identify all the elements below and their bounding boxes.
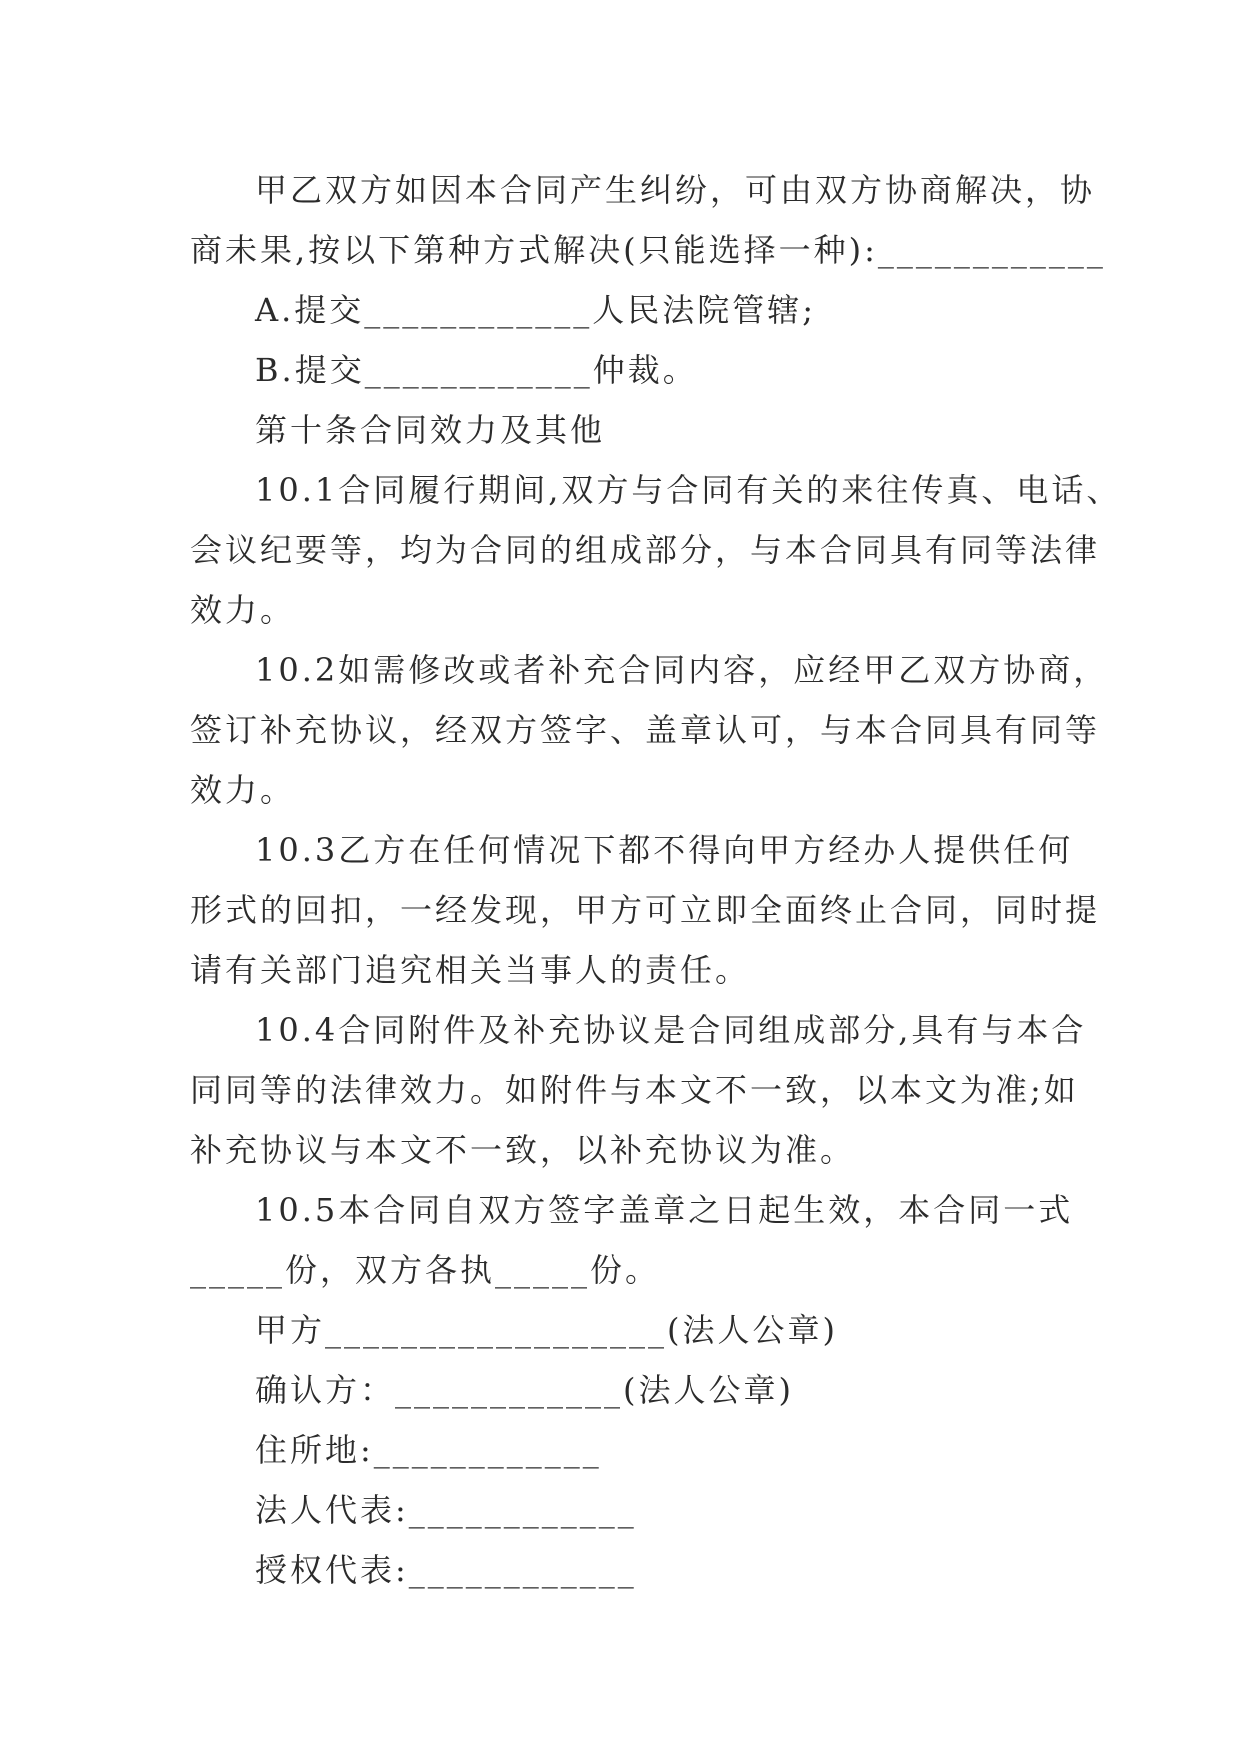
option-b-arbitration: B.提交____________仲裁。 bbox=[255, 351, 698, 389]
clause-10-4-line-1: 10.4合同附件及补充协议是合同组成部分,具有与本合 bbox=[255, 1011, 1087, 1049]
document-body bbox=[190, 160, 1122, 1600]
clause-10-1-line-2: 会议纪要等，均为合同的组成部分，与本合同具有同等法律 bbox=[190, 531, 1101, 569]
option-a-court: A.提交____________人民法院管辖; bbox=[255, 291, 817, 329]
clause-10-3-line-1: 10.3乙方在任何情况下都不得向甲方经办人提供任何 bbox=[255, 831, 1074, 869]
clause-10-3-line-3: 请有关部门追究相关当事人的责任。 bbox=[190, 951, 751, 989]
clause-10-3-line-2: 形式的回扣，一经发现，甲方可立即全面终止合同，同时提 bbox=[190, 891, 1101, 929]
clause-10-5-line-1: 10.5本合同自双方签字盖章之日起生效，本合同一式 bbox=[255, 1191, 1074, 1229]
signature-authorized-representative: 授权代表:____________ bbox=[255, 1551, 637, 1589]
clause-10-4-line-3: 补充协议与本文不一致，以补充协议为准。 bbox=[190, 1131, 856, 1169]
clause-10-1-line-1: 10.1合同履行期间,双方与合同有关的来往传真、电话、 bbox=[255, 471, 1122, 509]
clause-10-2-line-3: 效力。 bbox=[190, 771, 296, 809]
paragraph-dispute-line-1: 甲乙双方如因本合同产生纠纷，可由双方协商解决，协 bbox=[255, 171, 1096, 209]
paragraph-dispute-line-2: 商未果,按以下第种方式解决(只能选择一种):____________ bbox=[190, 231, 1106, 269]
clause-10-1-line-3: 效力。 bbox=[190, 591, 296, 629]
signature-legal-representative: 法人代表:____________ bbox=[255, 1491, 637, 1529]
clause-10-5-line-2: _____份，双方各执_____份。 bbox=[190, 1251, 661, 1289]
signature-party-a: 甲方__________________(法人公章) bbox=[255, 1311, 838, 1349]
clause-10-4-line-2: 同同等的法律效力。如附件与本文不一致，以本文为准;如 bbox=[190, 1071, 1079, 1109]
article-10-heading: 第十条合同效力及其他 bbox=[255, 411, 606, 449]
signature-address: 住所地:____________ bbox=[255, 1431, 602, 1469]
signature-confirming-party: 确认方：____________(法人公章) bbox=[255, 1371, 794, 1409]
clause-10-2-line-1: 10.2如需修改或者补充合同内容，应经甲乙双方协商， bbox=[255, 651, 1109, 689]
clause-10-2-line-2: 签订补充协议，经双方签字、盖章认可，与本合同具有同等 bbox=[190, 711, 1101, 749]
